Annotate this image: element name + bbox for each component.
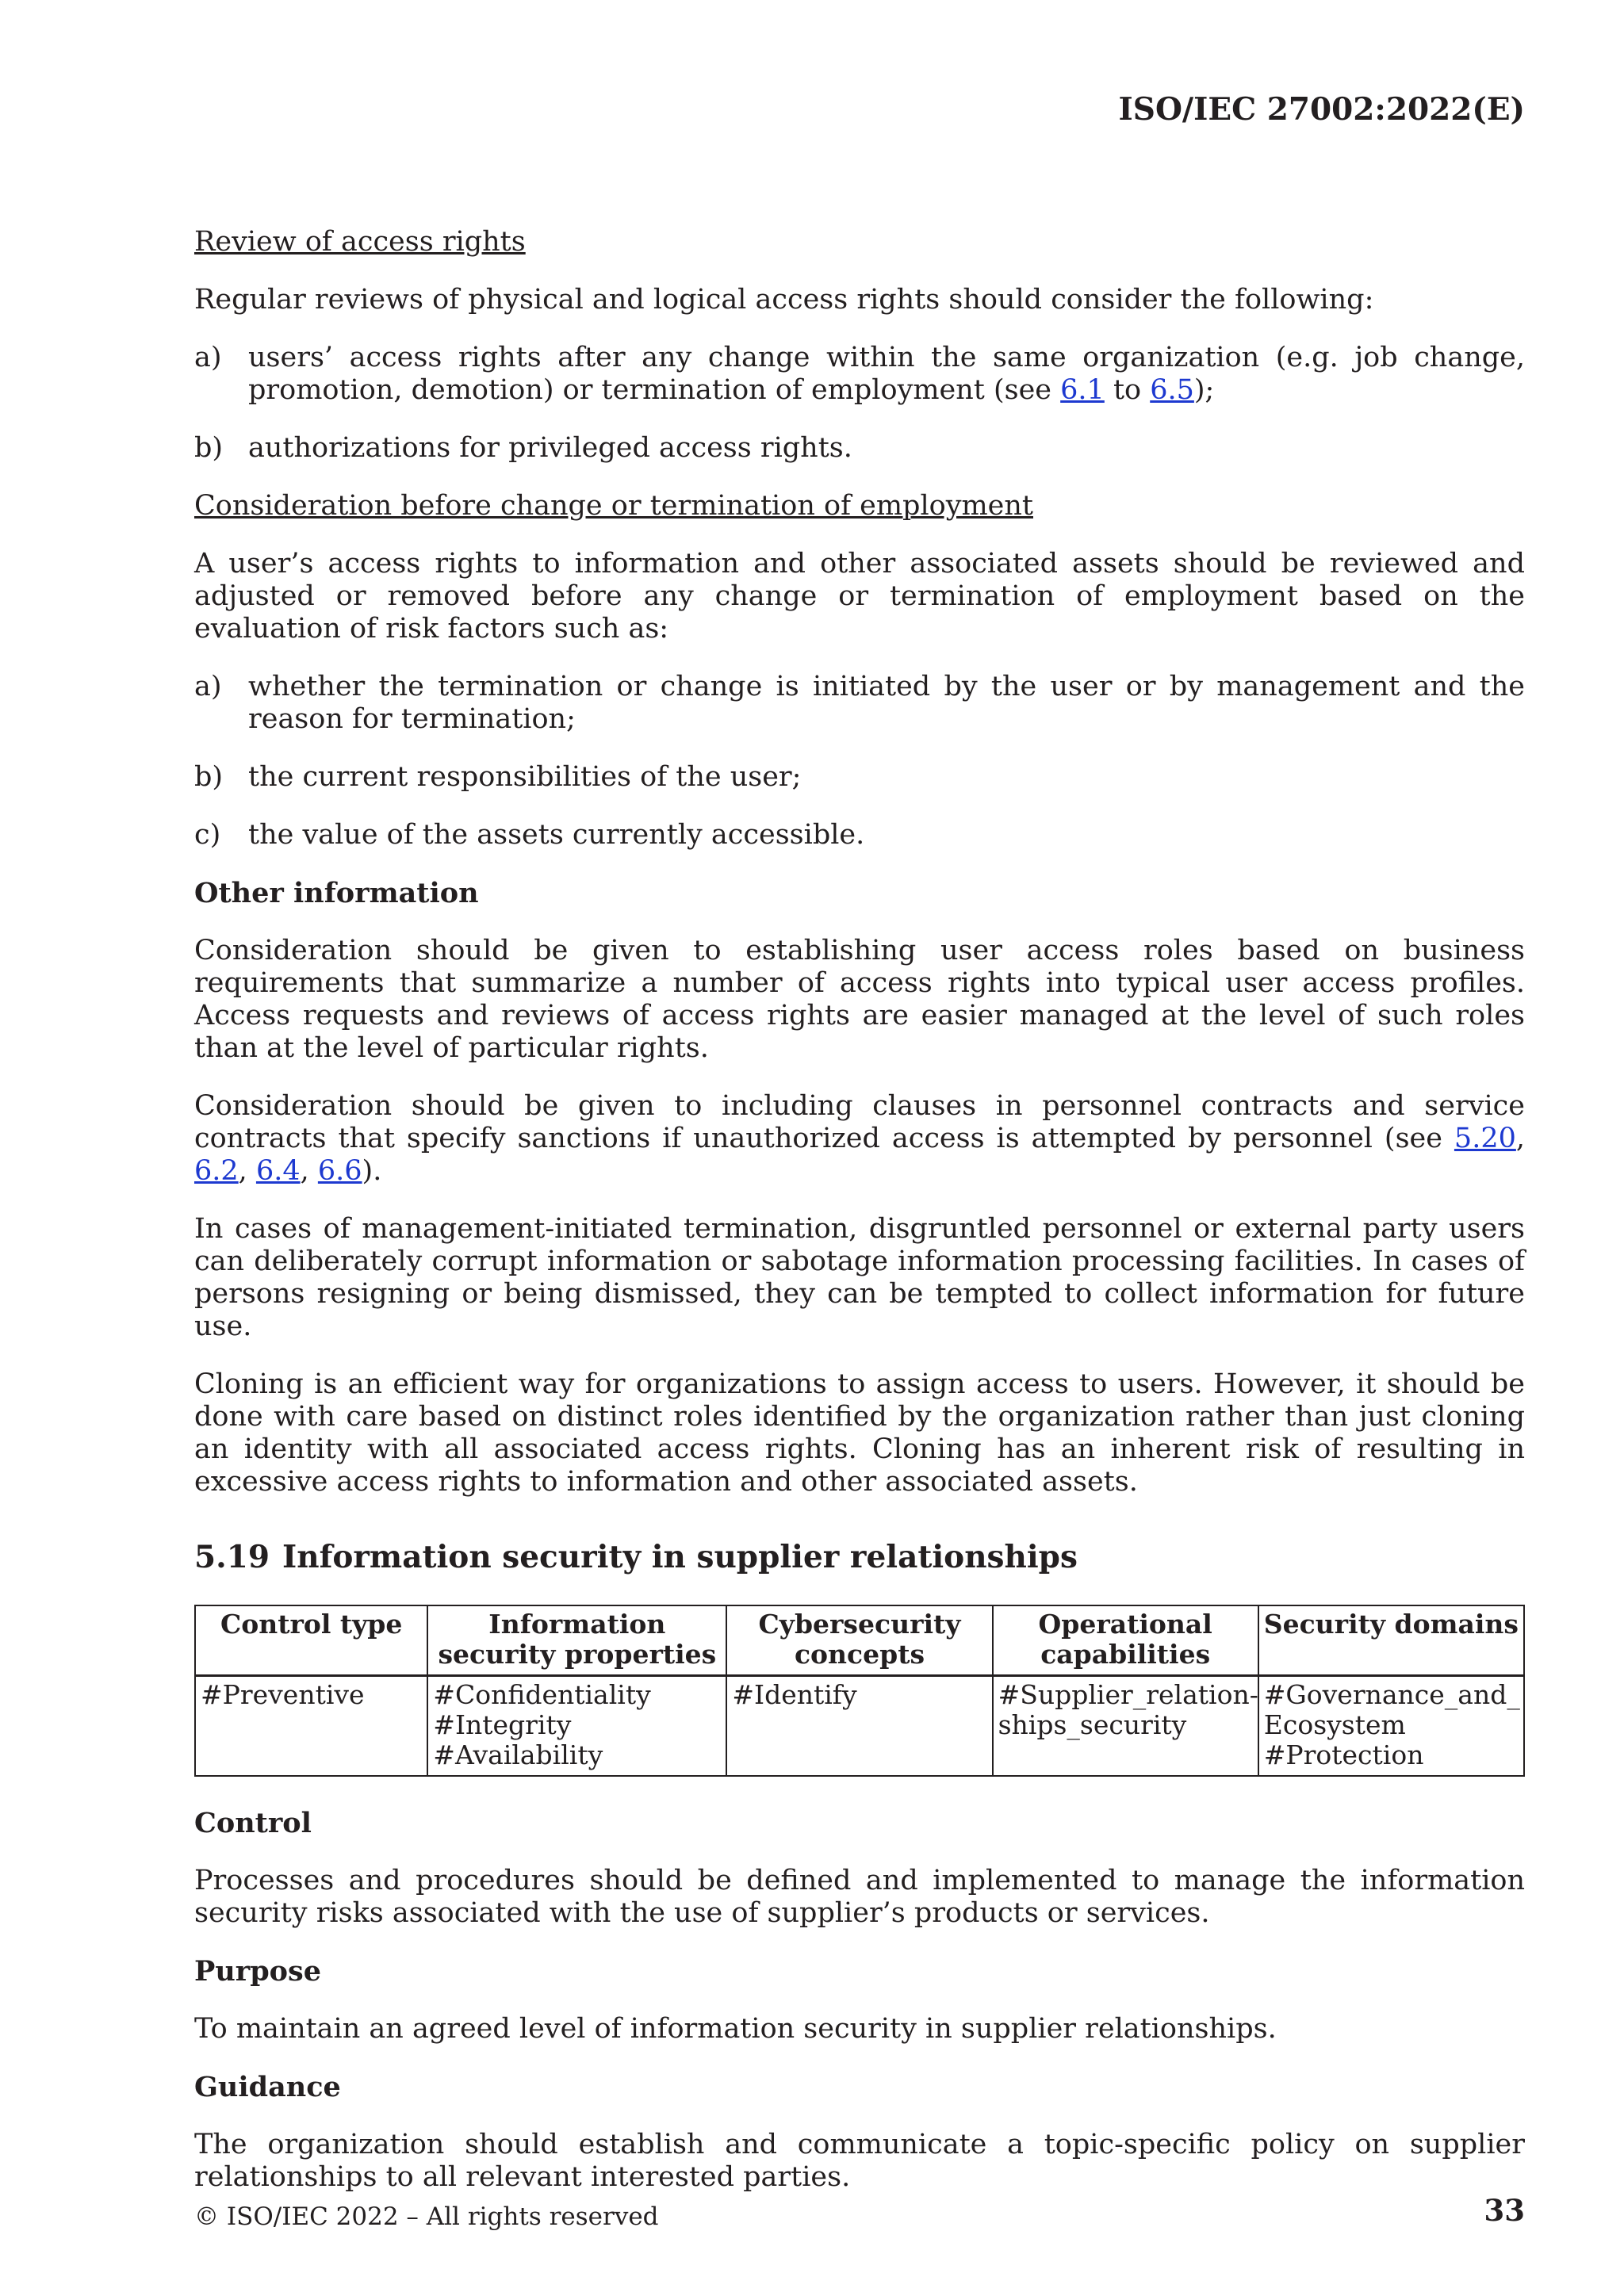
list-text: authorizations for privileged access rights.	[248, 432, 852, 464]
table-header: Information security properties	[427, 1605, 726, 1676]
ref-link-6-6[interactable]: 6.6	[317, 1155, 362, 1187]
table-cell: #Preventive	[195, 1676, 427, 1777]
ref-link-5-20[interactable]: 5.20	[1454, 1123, 1516, 1154]
review-intro: Regular reviews of physical and logical access rights should consider the following:	[194, 284, 1374, 316]
other-info-paragraph: In cases of management-initiated termination, disgruntled personnel or external party users can deliberately corrupt information or sabotage information processing facilities. In cases of persons resigning or being dismissed, they can be tempted to collect information for future use.	[194, 1213, 1525, 1342]
list-item	[194, 819, 1525, 851]
other-info-paragraph: Consideration should be given to including clauses in personnel contracts and service contracts that specify sanctions if unauthorized access is attempted by personnel (see 5.20, 6.2, 6.4, 6.6).	[194, 1090, 1525, 1187]
table-header: Security domains	[1258, 1605, 1524, 1676]
consideration-list	[194, 671, 1525, 851]
list-label: b)	[194, 761, 224, 793]
table-row	[195, 1676, 1524, 1777]
document-id: ISO/IEC 27002:2022(E)	[1118, 91, 1525, 128]
list-label: c)	[194, 819, 221, 851]
list-text: the current responsibilities of the user;	[248, 761, 802, 793]
table-header: Control type	[195, 1605, 427, 1676]
review-list	[194, 342, 1525, 465]
list-label: a)	[194, 342, 222, 373]
page-body	[194, 226, 1525, 2219]
section-number: 5.19	[194, 1539, 270, 1575]
table-cell: #Governance_and_ Ecosystem #Protection	[1258, 1676, 1524, 1777]
list-item	[194, 761, 1525, 794]
table-header-row	[195, 1605, 1524, 1676]
table-header: Operational capabilities	[993, 1605, 1258, 1676]
ref-link-6-5[interactable]: 6.5	[1150, 374, 1194, 406]
review-heading: Review of access rights	[194, 226, 526, 258]
guidance-text: The organization should establish and communicate a topic-specific policy on supplier relationships to all relevant interested parties.	[194, 2129, 1525, 2193]
purpose-text: To maintain an agreed level of information security in supplier relationships.	[194, 2013, 1277, 2045]
table-header: Cybersecurity concepts	[726, 1605, 992, 1676]
table-cell: #Identify	[726, 1676, 992, 1777]
list-text: the value of the assets currently accessible.	[248, 819, 865, 851]
list-item: a) users’ access rights after any change within the same organization (e.g. job change, promotion, demotion) or termination of employment (see 6.1 to 6.5);	[194, 342, 1525, 406]
ref-link-6-4[interactable]: 6.4	[255, 1155, 301, 1187]
control-heading: Control	[194, 1807, 312, 1839]
purpose-heading: Purpose	[194, 1955, 321, 1988]
control-attributes-table	[194, 1605, 1525, 1777]
guidance-heading: Guidance	[194, 2071, 341, 2103]
other-info-paragraph: Cloning is an efficient way for organizations to assign access to users. However, it should be done with care based on distinct roles identified by the organization rather than just cloning an identity with all associated access rights. Cloning has an inherent risk of resulting in excessive access rights to information and other associated assets.	[194, 1368, 1525, 1498]
section-heading	[194, 1538, 1525, 1576]
list-label: b)	[194, 432, 224, 464]
page-number: 33	[1484, 2193, 1525, 2228]
ref-link-6-2[interactable]: 6.2	[194, 1155, 239, 1187]
consideration-heading: Consideration before change or termination of employment	[194, 490, 1033, 522]
section-title: Information security in supplier relationships	[282, 1539, 1078, 1575]
table-cell: #Supplier_relationships_security	[993, 1676, 1258, 1777]
other-information-heading: Other information	[194, 877, 479, 909]
list-label: a)	[194, 671, 222, 702]
copyright-notice: © ISO/IEC 2022 – All rights reserved	[194, 2202, 659, 2231]
list-text: whether the termination or change is initiated by the user or by management and the reason for termination;	[248, 671, 1525, 735]
list-item	[194, 671, 1525, 736]
list-item	[194, 432, 1525, 465]
consideration-intro: A user’s access rights to information and other associated assets should be reviewed and adjusted or removed before any change or termination of employment based on the evaluation of risk factors such as:	[194, 548, 1525, 645]
table-cell: #Confidentiality #Integrity #Availability	[427, 1676, 726, 1777]
other-info-paragraph: Consideration should be given to establishing user access roles based on business requirements that summarize a number of access rights into typical user access profiles. Access requests and reviews of access rights are easier managed at the level of such roles than at the level of particular rights.	[194, 935, 1525, 1064]
ref-link-6-1[interactable]: 6.1	[1060, 374, 1105, 406]
control-text: Processes and procedures should be defined and implemented to manage the information security risks associated with the use of supplier’s products or services.	[194, 1865, 1525, 1929]
